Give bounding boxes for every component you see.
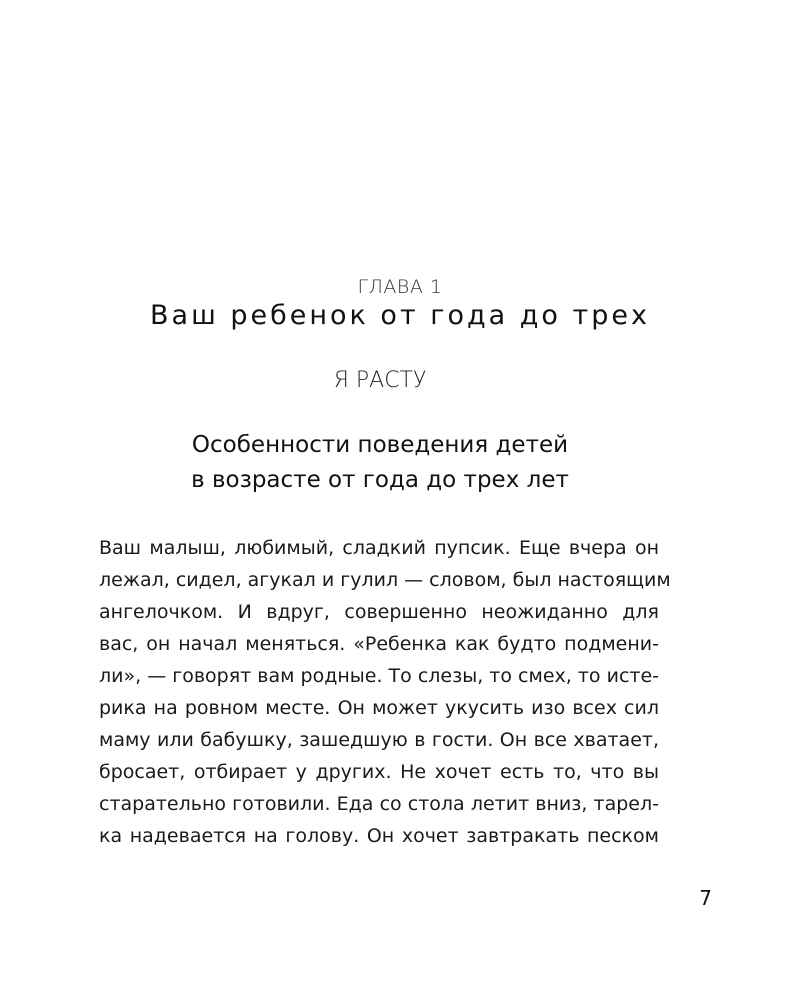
body-line: маму или бабушку, зашедшую в гости. Он все хватает,: [99, 729, 659, 751]
subsection-title-line: в возрасте от года до трех лет: [191, 467, 569, 493]
body-line: вас, он начал меняться. «Ребенка как будто подмени-: [99, 633, 659, 655]
body-line: ка надевается на голову. Он хочет завтракать песком: [99, 825, 659, 847]
body-line: Ваш малыш, любимый, сладкий пупсик. Еще вчера он: [99, 537, 659, 559]
body-line: лежал, сидел, агукал и гулил — словом, был настоящим: [99, 569, 671, 591]
subsection-title: [0, 428, 760, 498]
body-line: бросает, отбирает у других. Не хочет есть то, что вы: [99, 761, 659, 783]
section-title: Я РАСТУ: [333, 368, 427, 393]
body-line: ли», — говорят вам родные. То слезы, то смех, то исте-: [99, 665, 659, 687]
body-line: старательно готовили. Еда со стола летит вниз, тарел-: [99, 793, 659, 815]
chapter-label: ГЛАВА 1: [357, 276, 443, 298]
body-paragraph: [99, 532, 671, 852]
body-line: рика на ровном месте. Он может укусить изо всех сил: [99, 697, 659, 719]
subsection-title-line: Особенности поведения детей: [191, 432, 569, 458]
page-number: 7: [699, 886, 712, 910]
body-line: ангелочком. И вдруг, совершенно неожиданно для: [99, 601, 659, 623]
chapter-title: Ваш ребенок от года до трех: [150, 300, 650, 331]
